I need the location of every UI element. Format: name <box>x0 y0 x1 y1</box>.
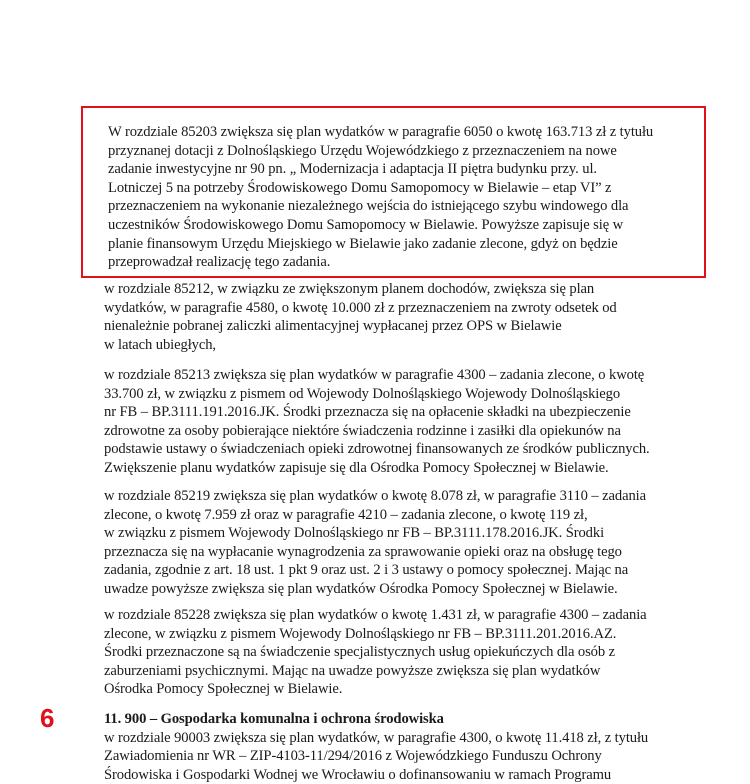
text-line: w rozdziale 90003 zwiększa się plan wydatków, w paragrafie 4300, o kwotę 11.418 zł, z tytułu <box>104 729 649 746</box>
text-line: nr FB – BP.3111.191.2016.JK. Środki przeznacza się na opłacenie składki na ubezpieczenie <box>104 404 631 421</box>
section-heading: 11. 900 – Gospodarka komunalna i ochrona środowiska <box>104 711 444 727</box>
text-line: Środowiska i Gospodarki Wodnej we Wrocławiu o dofinansowaniu w ramach Programu <box>104 766 612 783</box>
text-line: uwadze powyższe zwiększa się plan wydatków Ośrodka Pomocy Społecznej w Bielawie. <box>104 580 618 597</box>
text-line: W rozdziale 85203 zwiększa się plan wydatków w paragrafie 6050 o kwotę 163.713 zł z tytułu <box>108 124 654 140</box>
section-900 <box>104 710 734 784</box>
paragraph-85212 <box>104 280 734 354</box>
text-line: w rozdziale 85219 zwiększa się plan wydatków o kwotę 8.078 zł, w paragrafie 3110 – zadania <box>104 488 646 504</box>
text-line: zadania, zgodnie z art. 18 ust. 1 pkt 9 oraz ust. 2 i 3 ustawy o pomocy społecznej. Mając na <box>104 562 629 579</box>
text-line: Ośrodka Pomocy Społecznej w Bielawie. <box>104 681 343 698</box>
text-line: nienależnie pobranej zaliczki alimentacyjnej wypłacanej przez OPS w Bielawie <box>104 318 562 335</box>
text-line: wydatków, w paragrafie 4580, o kwotę 10.000 zł z przeznaczeniem na zwroty odsetek od <box>104 299 617 316</box>
text-line: przeprowadzał realizację tego zadania. <box>108 254 331 271</box>
page-number: 6 <box>40 703 55 733</box>
text-line: zlecone, o kwotę 7.959 zł oraz w paragrafie 4210 – zadania zlecone, o kwotę 119 zł, <box>104 506 588 523</box>
text-line: przeznaczeniem na wykonanie niezależnego wejścia do istniejącego szybu windowego dla <box>108 198 629 215</box>
text-line: zdrowotne za osoby pobierające niektóre świadczenia rodzinne i zasiłki dla opiekunów na <box>104 422 621 439</box>
text-line: zaburzeniami psychicznymi. Mając na uwadze powyższe zwiększa się plan wydatków <box>104 662 601 679</box>
text-line: planie finansowym Urzędu Miejskiego w Bielawie jako zadanie zlecone, gdyż on będzie <box>108 235 618 252</box>
text-line: w rozdziale 85212, w związku ze zwiększonym planem dochodów, zwiększa się plan <box>104 281 595 297</box>
text-line: zlecone, w związku z pismem Wojewody Dolnośląskiego nr FB – BP.3111.201.2016.AZ. <box>104 625 617 642</box>
text-line: w rozdziale 85213 zwiększa się plan wydatków w paragrafie 4300 – zadania zlecone, o kwotę <box>104 367 645 383</box>
text-line: Środki przeznaczone są na świadczenie specjalistycznych usług opiekuńczych dla osób z <box>104 644 616 661</box>
text-line: Lotniczej 5 na potrzeby Środowiskowego Domu Samopomocy w Bielawie – etap VI” z <box>108 179 612 196</box>
text-line: Zwiększenie planu wydatków zapisuje się dla Ośrodka Pomocy Społecznej w Bielawie. <box>104 459 609 476</box>
text-line: przeznacza się na wypłacanie wynagrodzenia za sprawowanie opieki oraz na obsługę tego <box>104 543 622 560</box>
text-line: w związku z pismem Wojewody Dolnośląskiego nr FB – BP.3111.178.2016.JK. Środki <box>104 525 605 542</box>
text-line: 33.700 zł, w związku z pismem od Wojewody Dolnośląskiego Wojewody Dolnośląskiego <box>104 385 621 402</box>
text-line: Zawiadomienia nr WR – ZIP-4103-11/294/2016 z Wojewódzkiego Funduszu Ochrony <box>104 748 602 765</box>
paragraph-85213 <box>104 366 734 478</box>
text-line: w latach ubiegłych, <box>104 336 216 353</box>
paragraph-85219 <box>104 487 734 599</box>
paragraph-85228 <box>104 606 734 699</box>
boxed-paragraph <box>108 123 738 272</box>
text-line: uczestników Środowiskowego Domu Samopomocy w Bielawie. Powyższe zapisuje się w <box>108 216 624 233</box>
text-line: przyznanej dotacji z Dolnośląskiego Urzędu Wojewódzkiego z przeznaczeniem na nowe <box>108 142 617 159</box>
text-line: zadanie inwestycyjne nr 90 pn. „ Modernizacja i adaptacja II piętra budynku przy. ul. <box>108 161 597 178</box>
text-line: w rozdziale 85228 zwiększa się plan wydatków o kwotę 1.431 zł, w paragrafie 4300 – zadania <box>104 607 647 623</box>
text-line: podstawie ustawy o świadczeniach opieki zdrowotnej finansowanych ze środków publicznych. <box>104 441 650 458</box>
